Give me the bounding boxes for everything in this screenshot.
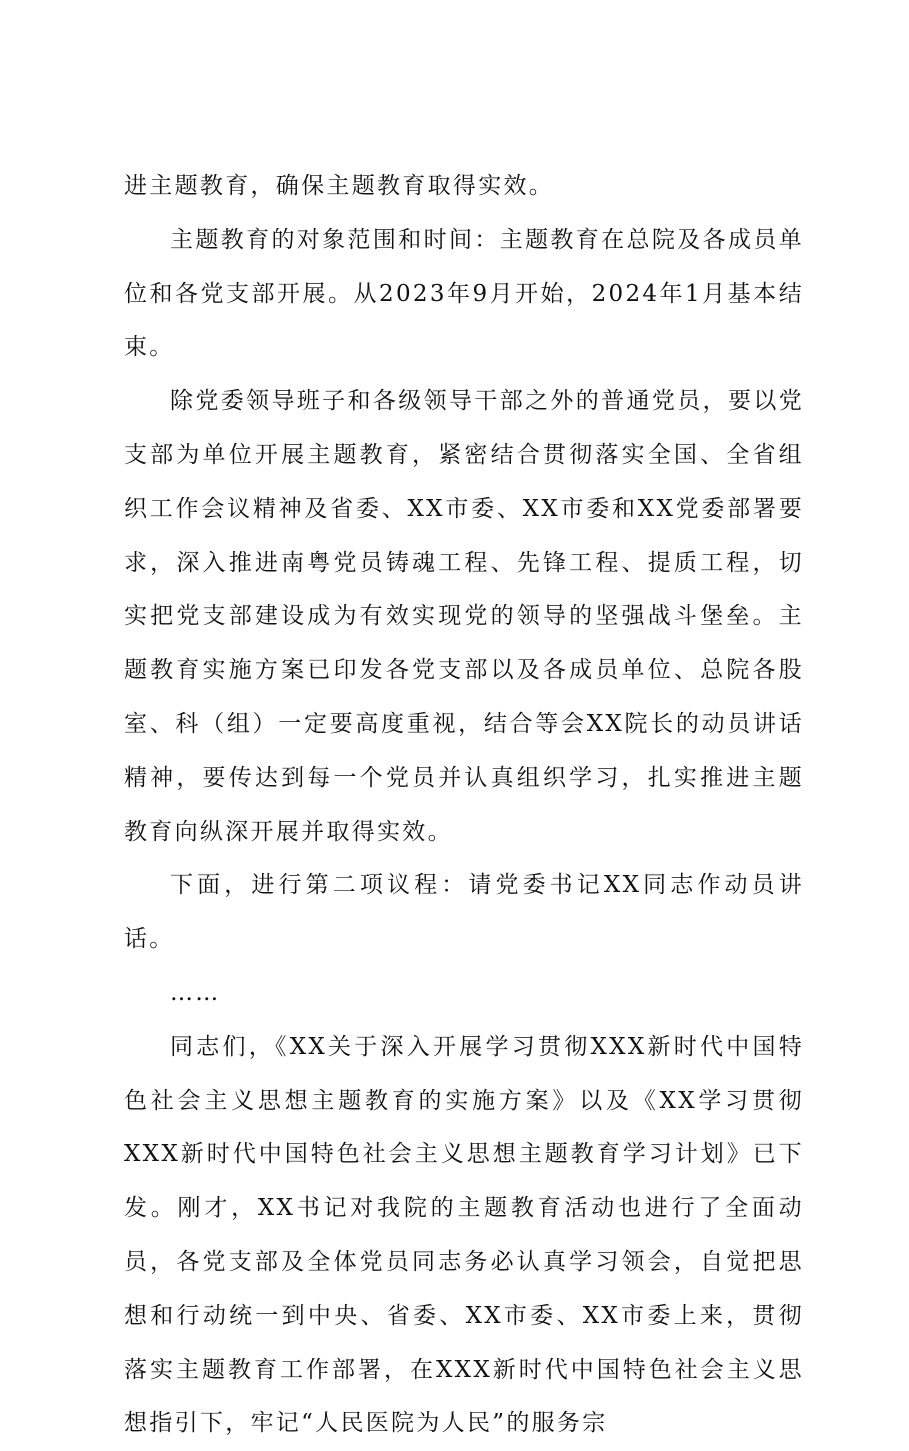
- paragraph-2: 主题教育的对象范围和时间：主题教育在总院及各成员单位和各党支部开展。从2023年9月开始，2024年1月基本结束。: [124, 226, 804, 361]
- document-body: [124, 160, 804, 1451]
- paragraph-3: 除党委领导班子和各级领导干部之外的普通党员，要以党支部为单位开展主题教育，紧密结合贯彻落实全国、全省组织工作会议精神及省委、XX市委、XX市委和XX党委部署要求，深入推进南粤党员铸魂工程、先锋工程、提质工程，切实把党支部建设成为有效实现党的领导的坚强战斗堡垒。主题教育实施方案已印发各党支部以及各成员单位、总院各股室、科（组）一定要高度重视，结合等会XX院长的动员讲话精神，要传达到每一个党员并认真组织学习，扎实推进主题教育向纵深开展并取得实效。: [124, 388, 804, 845]
- paragraph-5: 同志们，《XX关于深入开展学习贯彻XXX新时代中国特色社会主义思想主题教育的实施方案》以及《XX学习贯彻XXX新时代中国特色社会主义思想主题教育学习计划》已下发。刚才，XX书记对我院的主题教育活动也进行了全面动员，各党支部及全体党员同志务必认真学习领会，自觉把思想和行动统一到中央、省委、XX市委、XX市委上来，贯彻落实主题教育工作部署，在XXX新时代中国特色社会主义思想指引下，牢记“人民医院为人民”的服务宗: [124, 1033, 804, 1437]
- paragraph-1: 进主题教育，确保主题教育取得实效。: [124, 173, 555, 199]
- paragraph-4: 下面，进行第二项议程：请党委书记XX同志作动员讲话。: [124, 872, 804, 953]
- ellipsis-paragraph: ……: [170, 979, 221, 1006]
